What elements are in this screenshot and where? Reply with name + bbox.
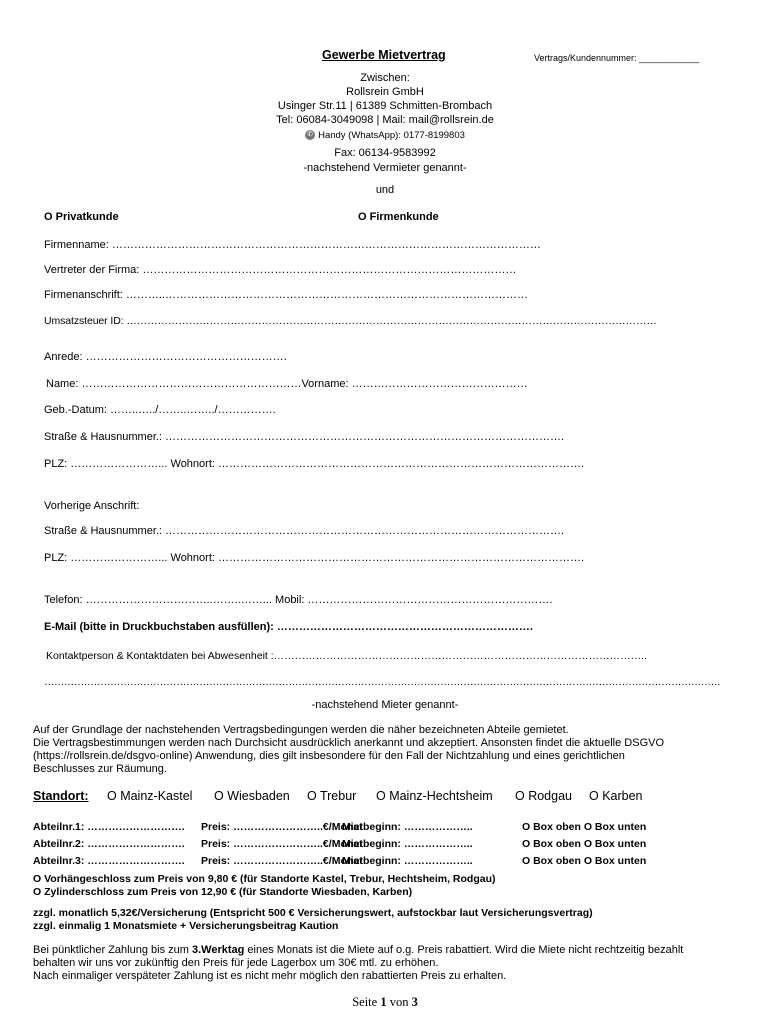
insurance-monthly: zzgl. monatlich 5,32€/Versicherung (Entspricht 500 € Versicherungswert, aufstockbar laut Versicherungsvertrag) [33,907,593,919]
birthdate-field[interactable]: Geb.-Datum: ……..…../……..……../……………. [44,404,276,416]
abteil-2-box[interactable]: O Box oben O Box unten [522,838,647,850]
previous-street-field[interactable]: Straße & Hausnummer.: ………………………………………………………………………………………………. [44,525,565,537]
page-pre: Seite [352,995,381,1009]
lock-option-padlock[interactable]: O Vorhängeschloss zum Preis von 9,80 € (für Standorte Kastel, Trebur, Hechtsheim, Rodgau) [33,873,496,885]
payment-deadline: 3.Werktag [191,944,245,956]
firmenname-field[interactable]: Firmenname: ……………………………………………………………………………………………………… [44,239,541,251]
payment-line-3: Nach einmaliger verspäteter Zahlung ist es nicht mehr möglich den rabattierten Preis zu erhalten. [33,970,507,982]
standort-rodgau[interactable]: O Rodgau [515,789,572,803]
insurance-deposit: zzgl. einmalig 1 Monatsmiete + Versicherungsbeitrag Kaution [33,920,339,932]
whatsapp-number: Handy (WhatsApp): 0177-8199803 [318,130,465,141]
page-number [0,995,770,1010]
page-mid: von [386,995,412,1009]
payment-line-1-post: eines Monats ist die Miete auf o.g. Preis rabattiert. Wird die Miete nicht rechtzeitig bezahlt [244,944,684,956]
abteil-1-box[interactable]: O Box oben O Box unten [522,821,647,833]
abteil-1-number[interactable]: Abteilnr.1: ………………………. [33,821,185,833]
abteil-2-number[interactable]: Abteilnr.2: ………………………. [33,838,185,850]
lessor-company: Rollsrein GmbH [346,86,424,98]
abteil-3-number[interactable]: Abteilnr.3: ………………………. [33,855,185,867]
standort-trebur[interactable]: O Trebur [307,789,357,803]
standort-mainz-hechtsheim[interactable]: O Mainz-Hechtsheim [376,789,493,803]
abteil-3-box[interactable]: O Box oben O Box unten [522,855,647,867]
page-current: 1 [380,995,387,1009]
firmenanschrift-field[interactable]: Firmenanschrift: ………..……………………………………………………………………………………… [44,289,529,301]
between-label: Zwischen: [360,72,410,84]
payment-line-1 [33,944,683,956]
lessor-contact: Tel: 06084-3049098 | Mail: mail@rollsrein.de [276,114,494,126]
zip-city-field[interactable]: PLZ: ……………………... Wohnort: ………………………………………………………………………………………. [44,458,585,470]
payment-line-1-pre: Bei pünktlicher Zahlung bis zum [33,944,192,956]
abteil-1-price[interactable]: Preis: ……………………..€/Monat [201,821,363,833]
contract-number-field[interactable]: Vertrags/Kundennummer: ____________ [534,53,700,63]
standort-label: Standort: [33,789,89,803]
name-field[interactable]: Name: ……………………………………………………Vorname: ………………………………………… [46,378,528,390]
standort-wiesbaden[interactable]: O Wiesbaden [214,789,290,803]
and-label: und [375,184,395,196]
previous-address-label: Vorherige Anschrift: [44,500,140,512]
lessor-role: -nachstehend Vermieter genannt- [303,162,467,174]
abteil-1-start[interactable]: Mietbeginn: ……………….. [342,821,473,833]
abteil-3-price[interactable]: Preis: ……………………..€/Monat [201,855,363,867]
lessor-fax: Fax: 06134-9583992 [334,147,436,159]
standort-mainz-kastel[interactable]: O Mainz-Kastel [107,789,193,803]
email-field[interactable]: E-Mail (bitte in Druckbuchstaben ausfüllen): ……………………………………………………………. [44,621,533,633]
lessor-address: Usinger Str.11 | 61389 Schmitten-Brombach [277,100,493,112]
page-total: 3 [411,995,418,1009]
company-customer-option[interactable]: O Firmenkunde [358,211,439,223]
lock-option-cylinder[interactable]: O Zylinderschloss zum Preis von 12,90 € (für Standorte Wiesbaden, Karben) [33,886,413,898]
standort-karben[interactable]: O Karben [589,789,643,803]
emergency-contact-field[interactable]: Kontaktperson & Kontaktdaten bei Abwesenheit :…………………………………………………………………………………………….. [46,650,647,662]
intro-line-3: (https://rollsrein.de/dsgvo-online) Anwendung, dies gilt insbesondere für den Fall der Nichtzahlung und eines gerichtlichen [33,750,625,762]
abteil-2-start[interactable]: Mietbeginn: ……………….. [342,838,473,850]
tenant-role: -nachstehend Mieter genannt- [311,699,459,711]
phone-field[interactable]: Telefon: ……………………………..……..……... Mobil: …………………………………………………………. [44,594,553,606]
intro-line-2: Die Vertragsbestimmungen werden nach Durchsicht ausdrücklich anerkannt und akzeptiert. Ansonsten findet die aktuelle DSGVO [33,737,665,749]
private-customer-option[interactable]: O Privatkunde [44,211,119,223]
intro-line-1: Auf der Grundlage der nachstehenden Vertragsbedingungen werden die näher bezeichneten Abteile gemietet. [33,724,569,736]
abteil-2-price[interactable]: Preis: ……………………..€/Monat [201,838,363,850]
anrede-field[interactable]: Anrede: ………………………………………………. [44,351,287,363]
ust-id-field[interactable]: Umsatzsteuer ID: ……………………………………………………………………………………………………………………………………… [44,315,657,327]
intro-line-4: Beschlusses zur Räumung. [33,763,167,775]
abteil-3-start[interactable]: Mietbeginn: ……………….. [342,855,473,867]
vertreter-field[interactable]: Vertreter der Firma: ………………………………………………………………………………………… [44,264,517,276]
document-title: Gewerbe Mietvertrag [322,48,446,62]
street-field[interactable]: Straße & Hausnummer.: ………………………………………………………………………………………………. [44,431,565,443]
lessor-whatsapp [0,130,770,141]
previous-zip-city-field[interactable]: PLZ: ……………………... Wohnort: ………………………………………………………………………………………. [44,552,585,564]
whatsapp-icon: ✆ [305,130,315,140]
payment-line-2: behalten wir uns vor zukünftig den Preis für jede Lagerbox um 30€ mtl. zu erhöhen. [33,957,439,969]
emergency-contact-line2[interactable]: ……………………………………………………………………………………………………………………………………………………………………………………. [44,676,720,688]
